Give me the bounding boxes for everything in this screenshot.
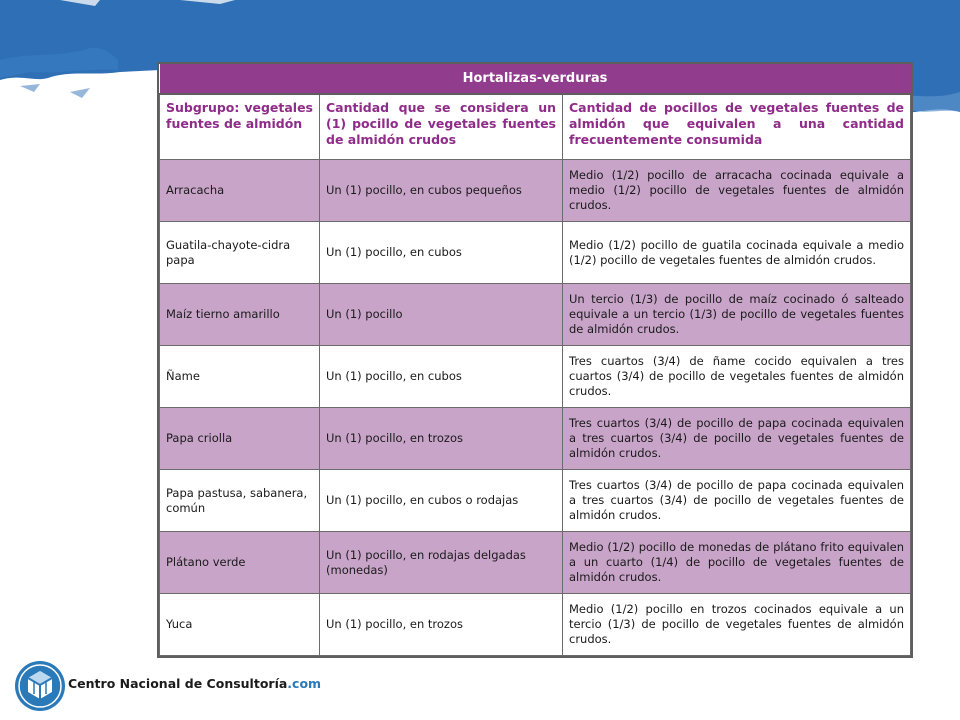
table-title: Hortalizas-verduras — [160, 64, 911, 94]
cell-subgroup: Maíz tierno amarillo — [160, 284, 320, 346]
cell-quantity: Un (1) pocillo — [320, 284, 563, 346]
cell-equivalence: Tres cuartos (3/4) de ñame cocido equivalen a tres cuartos (3/4) de pocillo de vegetales fuentes de almidón crudos. — [563, 346, 911, 408]
table-row — [160, 408, 911, 470]
cube-logo-icon — [14, 660, 66, 712]
cell-quantity: Un (1) pocillo, en trozos — [320, 594, 563, 656]
table-row — [160, 222, 911, 284]
cell-subgroup: Ñame — [160, 346, 320, 408]
table-row — [160, 346, 911, 408]
table-row — [160, 532, 911, 594]
cell-equivalence: Un tercio (1/3) de pocillo de maíz cocinado ó salteado equivale a un tercio (1/3) de pocillo de vegetales fuentes de almidón crudos. — [563, 284, 911, 346]
cell-quantity: Un (1) pocillo, en cubos — [320, 222, 563, 284]
cell-subgroup: Plátano verde — [160, 532, 320, 594]
cell-equivalence: Medio (1/2) pocillo de arracacha cocinada equivale a medio (1/2) pocillo de vegetales fuentes de almidón crudos. — [563, 160, 911, 222]
cell-quantity: Un (1) pocillo, en cubos pequeños — [320, 160, 563, 222]
cell-equivalence: Tres cuartos (3/4) de pocillo de papa cocinada equivalen a tres cuartos (3/4) de pocillo de vegetales fuentes de almidón crudos. — [563, 408, 911, 470]
column-header-equivalence: Cantidad de pocillos de vegetales fuentes de almidón que equivalen a una cantidad frecuentemente consumida — [563, 94, 911, 160]
cell-equivalence: Medio (1/2) pocillo de monedas de plátano frito equivalen a un cuarto (1/4) de pocillo de vegetales fuentes de almidón crudos. — [563, 532, 911, 594]
cell-equivalence: Tres cuartos (3/4) de pocillo de papa cocinada equivalen a tres cuartos (3/4) de pocillo de vegetales fuentes de almidón crudos. — [563, 470, 911, 532]
cell-equivalence: Medio (1/2) pocillo en trozos cocinados equivale a un tercio (1/3) de pocillo de vegetales fuentes de almidón crudos. — [563, 594, 911, 656]
cell-subgroup: Arracacha — [160, 160, 320, 222]
cell-subgroup: Papa criolla — [160, 408, 320, 470]
cell-quantity: Un (1) pocillo, en cubos o rodajas — [320, 470, 563, 532]
cell-quantity: Un (1) pocillo, en trozos — [320, 408, 563, 470]
cell-quantity: Un (1) pocillo, en cubos — [320, 346, 563, 408]
cell-equivalence: Medio (1/2) pocillo de guatila cocinada equivale a medio (1/2) pocillo de vegetales fuentes de almidón crudos. — [563, 222, 911, 284]
column-header-quantity: Cantidad que se considera un (1) pocillo de vegetales fuentes de almidón crudos — [320, 94, 563, 160]
table-row — [160, 284, 911, 346]
cell-subgroup: Guatila-chayote-cidra papa — [160, 222, 320, 284]
brand-domain-suffix: .com — [287, 676, 322, 691]
table-row — [160, 470, 911, 532]
table-row — [160, 594, 911, 656]
starch-vegetables-table — [159, 64, 911, 656]
nutrition-table-container — [157, 62, 913, 658]
brand-name — [68, 676, 321, 691]
cell-subgroup: Papa pastusa, sabanera, común — [160, 470, 320, 532]
cell-quantity: Un (1) pocillo, en rodajas delgadas (monedas) — [320, 532, 563, 594]
cell-subgroup: Yuca — [160, 594, 320, 656]
brand-name-text: Centro Nacional de Consultoría — [68, 676, 288, 691]
column-header-subgroup: Subgrupo: vegetales fuentes de almidón — [160, 94, 320, 160]
table-body — [160, 160, 911, 656]
table-row — [160, 160, 911, 222]
